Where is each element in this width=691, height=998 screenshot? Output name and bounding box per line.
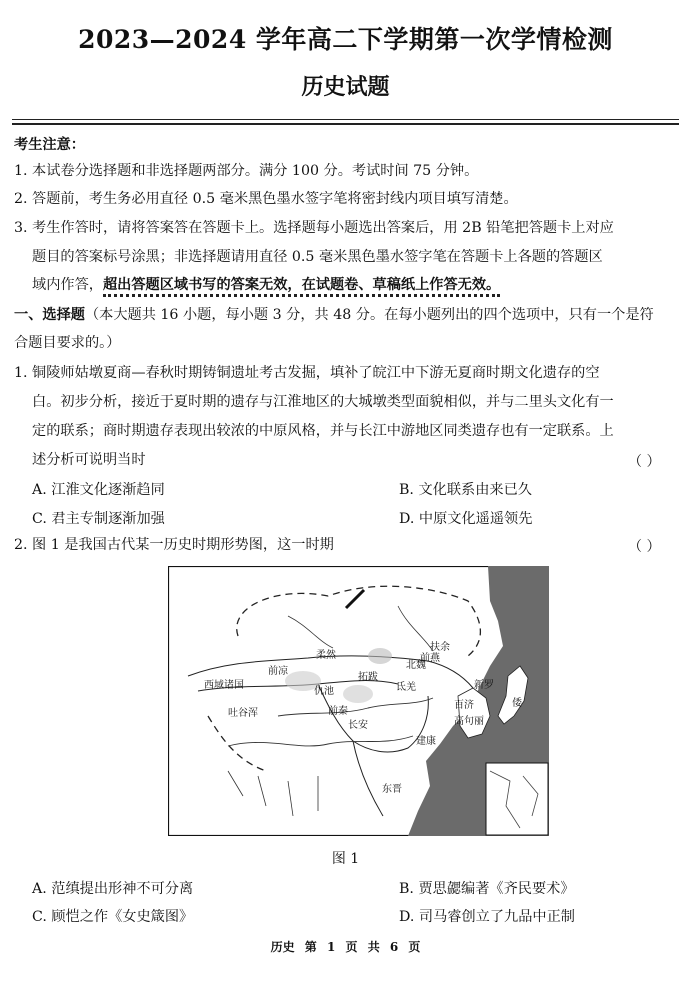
footer-total: 共 6 页: [367, 940, 421, 954]
q1-stem-line-1: 1. 铜陵师姑墩夏商—春秋时期铸铜遗址考古发掘，填补了皖江中下游无夏商时期文化遗存的空: [14, 365, 600, 381]
page-footer: [0, 938, 691, 955]
notice-item-3-cont: 题目的答案标号涂黑；非选择题请用直径 0.5 毫米黑色墨水签字笔在答题卡上各题的答题区: [32, 249, 603, 265]
q1-option-b: B. 文化联系由来已久: [399, 482, 532, 498]
notice-item-3: 3. 考生作答时，请将答案答在答题卡上。选择题每小题选出答案后，用 2B 铅笔把答题卡上对应: [14, 220, 614, 236]
section-desc-cont: 合题目要求的。）: [14, 335, 121, 351]
map-label-fuyu: 扶余: [430, 642, 450, 653]
map-label-wa: 倭: [512, 698, 522, 709]
q1-option-c: C. 君主专制逐渐加强: [32, 511, 165, 527]
map-label-diqiang: 氐羌: [396, 682, 416, 693]
section-heading: 一、选择题: [14, 307, 85, 323]
notice-plain: 域内作答，: [32, 277, 103, 293]
figure-caption: 图 1: [331, 851, 360, 867]
notice-heading: 考生注意：: [14, 137, 85, 153]
map-label-baekje: 百济: [454, 700, 474, 711]
q2-option-a: A. 范缜提出形神不可分离: [32, 881, 194, 897]
map-label-goguryeo: 高句丽: [454, 716, 484, 727]
notice-item-1: 1. 本试卷分选择题和非选择题两部分。满分 100 分。考试时间 75 分钟。: [14, 163, 479, 179]
q1-stem-line-3: 定的联系；商时期遗存表现出较浓的中原风格，并与长江中游地区同类遗存也有一定联系。上: [32, 423, 614, 439]
q1-stem-line-4: 述分析可说明当时: [32, 452, 146, 468]
map-label-western-regions: 西域诸国: [204, 680, 244, 691]
map-label-rouran: 柔然: [316, 650, 336, 661]
map-label-chouchi: 仇池: [314, 686, 334, 697]
q1-option-d: D. 中原文化遥遥领先: [399, 511, 533, 527]
map-label-qianyan: 前燕: [420, 653, 440, 664]
notice-item-3-end: [32, 276, 500, 294]
footer-subject: 历史: [270, 940, 295, 954]
map-label-silla: 新罗: [474, 680, 494, 691]
q2-option-b: B. 贾思勰编著《齐民要术》: [399, 881, 575, 897]
q1-stem-line-2: 白。初步分析，接近于夏时期的遗存与江淮地区的大城墩类型面貌相似，并与二里头文化有一: [32, 394, 614, 410]
map-label-dongjin: 东晋: [382, 784, 402, 795]
footer-page: 第 1 页: [304, 940, 358, 954]
notice-emphasis: 超出答题区域书写的答案无效，在试题卷、草稿纸上作答无效。: [103, 277, 500, 297]
map-label-changan: 长安: [348, 720, 368, 731]
historical-map-figure: [168, 566, 549, 836]
exam-subtitle: 历史试题: [301, 74, 390, 100]
q2-option-c: C. 顾恺之作《女史箴图》: [32, 909, 194, 925]
map-label-jiankang: 建康: [416, 736, 436, 747]
q2-option-d: D. 司马睿创立了九品中正制: [399, 909, 575, 925]
map-label-qianliang: 前凉: [268, 666, 288, 677]
q2-stem: 2. 图 1 是我国古代某一历史时期形势图，这一时期: [14, 537, 334, 553]
q1-option-a: A. 江淮文化逐渐趋同: [32, 482, 165, 498]
q2-answer-paren: （ ）: [628, 539, 661, 555]
section-heading-line: [14, 306, 654, 324]
map-label-tuoba: 拓跋: [358, 672, 378, 683]
map-label-beiwei: 北魏: [406, 660, 426, 671]
header-rule-bottom: [12, 123, 679, 125]
map-label-tuyuhun: 吐谷浑: [228, 708, 258, 719]
section-desc: （本大题共 16 小题，每小题 3 分，共 48 分。在每小题列出的四个选项中，只有一个是符: [84, 307, 654, 323]
header-rule-top: [12, 119, 679, 120]
notice-item-2: 2. 答题前，考生务必用直径 0.5 毫米黑色墨水签字笔将密封线内项目填写清楚。: [14, 191, 518, 207]
exam-title: 2023—2024 学年高二下学期第一次学情检测: [78, 25, 613, 54]
q1-answer-paren: （ ）: [628, 454, 661, 470]
map-label-qianqin: 前秦: [328, 706, 348, 717]
